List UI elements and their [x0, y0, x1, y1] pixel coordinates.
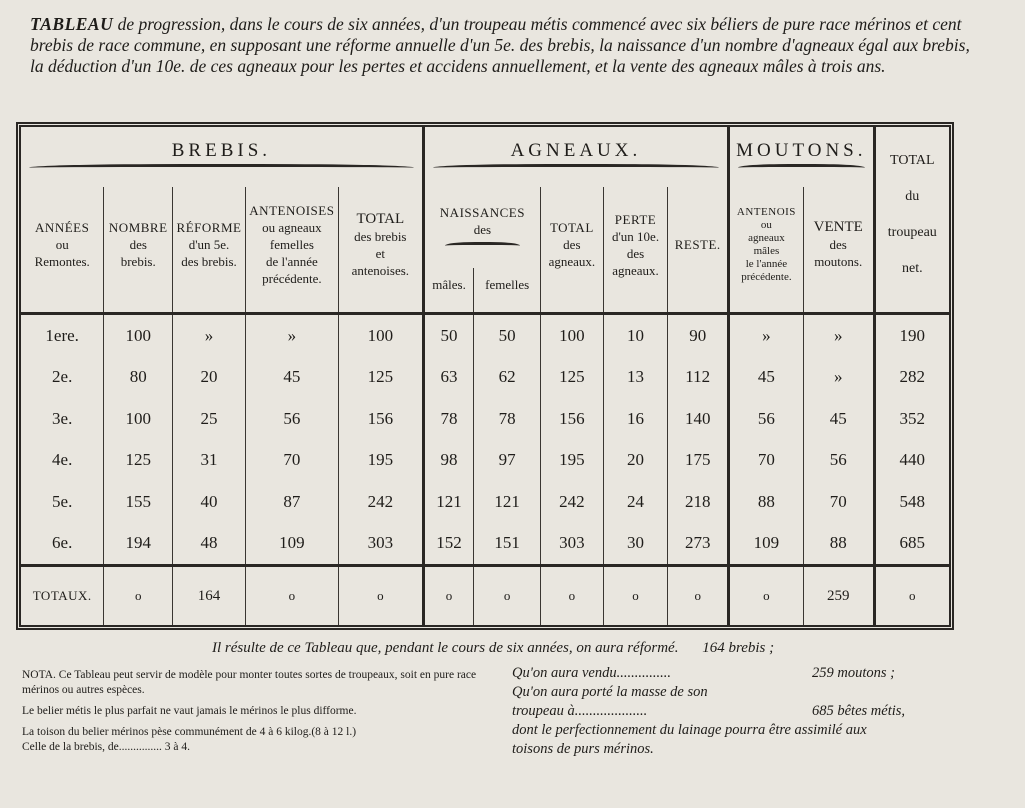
total-cell: o [104, 566, 173, 625]
title-text: de progression, dans le cours de six années, d'un troupeau métis commencé avec six béliers de pure race mérinos et cent brebis de race commune, en supposant une réforme annuelle d'un 5e. des brebis, la naissance d'un nombre d'agneaux égal aux brebis, la déduction d'un 10e. de ces agneaux pour les pertes et accidens annuellement, et la vente des agneaux mâles à trois ans. [30, 14, 970, 76]
value-cell: 16 [603, 398, 668, 439]
summary-results [512, 664, 992, 759]
value-cell: 152 [423, 522, 474, 565]
value-cell: 80 [104, 356, 173, 397]
total-cell: 164 [173, 566, 246, 625]
value-cell: 50 [474, 313, 541, 356]
value-cell: 78 [474, 398, 541, 439]
value-cell: 40 [173, 481, 246, 522]
note-3: La toison du belier mérinos pèse communément de 4 à 6 kilog.(8 à 12 l.) [22, 726, 357, 738]
table-row [21, 356, 949, 397]
value-cell: 109 [245, 522, 338, 565]
note-2: Le belier métis le plus parfait ne vaut jamais le mérinos le plus difforme. [22, 705, 357, 717]
header-reforme: RÉFORME d'un 5e. des brebis. [173, 187, 246, 302]
value-cell: 151 [474, 522, 541, 565]
year-cell: 2e. [52, 367, 73, 387]
value-cell: 303 [338, 522, 423, 565]
total-cell: 259 [803, 566, 874, 625]
total-cell: o [338, 566, 423, 625]
value-cell: 125 [338, 356, 423, 397]
header-nombre: NOMBRE des brebis. [104, 187, 173, 302]
header-males: mâles. [423, 268, 474, 303]
header-femelles: femelles [474, 268, 541, 303]
total-cell: o [541, 566, 604, 625]
header-antenoises: ANTENOISES ou agneaux femelles de l'année précédente. [245, 187, 338, 302]
value-cell: 242 [338, 481, 423, 522]
value-cell: 282 [874, 356, 949, 397]
summary-line-6: toisons de purs mérinos. [512, 741, 654, 757]
header-perte: PERTE d'un 10e. des agneaux. [603, 187, 668, 302]
value-cell: 100 [104, 313, 173, 356]
title-lead: TABLEAU [30, 14, 114, 34]
value-cell: 155 [104, 481, 173, 522]
value-cell: 88 [729, 481, 804, 522]
value-cell: » [803, 313, 874, 356]
value-cell: 87 [245, 481, 338, 522]
value-cell: 97 [474, 439, 541, 480]
year-cell: 6e. [52, 533, 73, 553]
value-cell: 70 [729, 439, 804, 480]
value-cell: 194 [104, 522, 173, 565]
value-cell: 195 [541, 439, 604, 480]
total-cell: o [729, 566, 804, 625]
value-cell: 121 [474, 481, 541, 522]
value-cell: 70 [245, 439, 338, 480]
value-cell: 98 [423, 439, 474, 480]
value-cell: 25 [173, 398, 246, 439]
progression-table [16, 122, 954, 630]
value-cell: 48 [173, 522, 246, 565]
value-cell: 218 [668, 481, 729, 522]
note-4: Celle de la brebis, de............... 3 à 4. [22, 741, 190, 753]
header-antenois: ANTENOIS ou agneaux mâles le l'année précédente. [729, 187, 804, 302]
total-cell: o [668, 566, 729, 625]
header-reste: RESTE. [668, 187, 729, 302]
value-cell: 70 [803, 481, 874, 522]
value-cell: 78 [423, 398, 474, 439]
value-cell: 24 [603, 481, 668, 522]
summary-line-5: dont le perfectionnement du lainage pourra être assimilé aux [512, 722, 867, 738]
group-agneaux: AGNEAUX. [423, 127, 728, 187]
value-cell: 242 [541, 481, 604, 522]
value-cell: 303 [541, 522, 604, 565]
summary-line-4: troupeau à.................... [512, 703, 648, 719]
value-cell: 121 [423, 481, 474, 522]
totals-row [21, 566, 949, 625]
summary-line-3: Qu'on aura porté la masse de son [512, 684, 708, 700]
year-cell: 1ere. [45, 325, 79, 345]
value-cell: 125 [104, 439, 173, 480]
value-cell: 50 [423, 313, 474, 356]
value-cell: 45 [803, 398, 874, 439]
value-cell: 56 [245, 398, 338, 439]
table-row [21, 313, 949, 356]
note-1: NOTA. Ce Tableau peut servir de modèle pour monter toutes sortes de troupeaux, soit en pure race mérinos ou autres espèces. [22, 669, 477, 696]
table-row [21, 439, 949, 480]
value-cell: 88 [803, 522, 874, 565]
value-cell: 685 [874, 522, 949, 565]
table-row [21, 481, 949, 522]
value-cell: 63 [423, 356, 474, 397]
value-cell: 156 [338, 398, 423, 439]
value-cell: 90 [668, 313, 729, 356]
value-cell: 352 [874, 398, 949, 439]
notes [22, 668, 492, 761]
value-cell: 13 [603, 356, 668, 397]
value-cell: 125 [541, 356, 604, 397]
value-cell: 62 [474, 356, 541, 397]
value-cell: 45 [729, 356, 804, 397]
total-cell: o [603, 566, 668, 625]
value-cell: » [729, 313, 804, 356]
value-cell: 112 [668, 356, 729, 397]
value-cell: 175 [668, 439, 729, 480]
header-annees: ANNÉES ou Remontes. [34, 220, 90, 270]
value-cell: 10 [603, 313, 668, 356]
document-title [30, 14, 970, 77]
table-row [21, 398, 949, 439]
summary-line-2: Qu'on aura vendu............... [512, 665, 671, 681]
value-cell: 31 [173, 439, 246, 480]
total-cell: o [423, 566, 474, 625]
value-cell: 156 [541, 398, 604, 439]
value-cell: 56 [803, 439, 874, 480]
value-cell: » [803, 356, 874, 397]
total-cell: o [245, 566, 338, 625]
summary-lead-value: 164 brebis ; [702, 640, 775, 656]
value-cell: 273 [668, 522, 729, 565]
year-cell: 5e. [52, 491, 73, 511]
value-cell: 440 [874, 439, 949, 480]
table-row [21, 522, 949, 565]
totals-label: TOTAUX. [21, 566, 104, 625]
summary-line-2-value: 259 moutons ; [812, 665, 895, 681]
summary-line-4-value: 685 bêtes métis, [812, 703, 906, 719]
value-cell: 45 [245, 356, 338, 397]
value-cell: » [245, 313, 338, 356]
value-cell: 195 [338, 439, 423, 480]
value-cell: 20 [603, 439, 668, 480]
value-cell: 190 [874, 313, 949, 356]
year-cell: 3e. [52, 408, 73, 428]
group-brebis: BREBIS. [21, 127, 423, 187]
year-cell: 4e. [52, 450, 73, 470]
value-cell: 140 [668, 398, 729, 439]
header-total-troupeau: TOTAL du troupeau net. [874, 127, 949, 302]
total-cell: o [874, 566, 949, 625]
header-total-brebis: TOTAL des brebis et antenoises. [338, 187, 423, 302]
value-cell: 100 [338, 313, 423, 356]
value-cell: 100 [104, 398, 173, 439]
value-cell: 20 [173, 356, 246, 397]
header-vente: VENTE des moutons. [803, 187, 874, 302]
total-cell: o [474, 566, 541, 625]
value-cell: 30 [603, 522, 668, 565]
value-cell: 109 [729, 522, 804, 565]
summary-lead: Il résulte de ce Tableau que, pendant le cours de six années, on aura réformé. 164 brebis ; [212, 640, 775, 656]
value-cell: 56 [729, 398, 804, 439]
value-cell: 548 [874, 481, 949, 522]
header-total-agneaux: TOTAL des agneaux. [541, 187, 604, 302]
group-moutons: MOUTONS. [729, 127, 875, 187]
header-naissances: NAISSANCES des [423, 187, 540, 268]
value-cell: 100 [541, 313, 604, 356]
value-cell: » [173, 313, 246, 356]
